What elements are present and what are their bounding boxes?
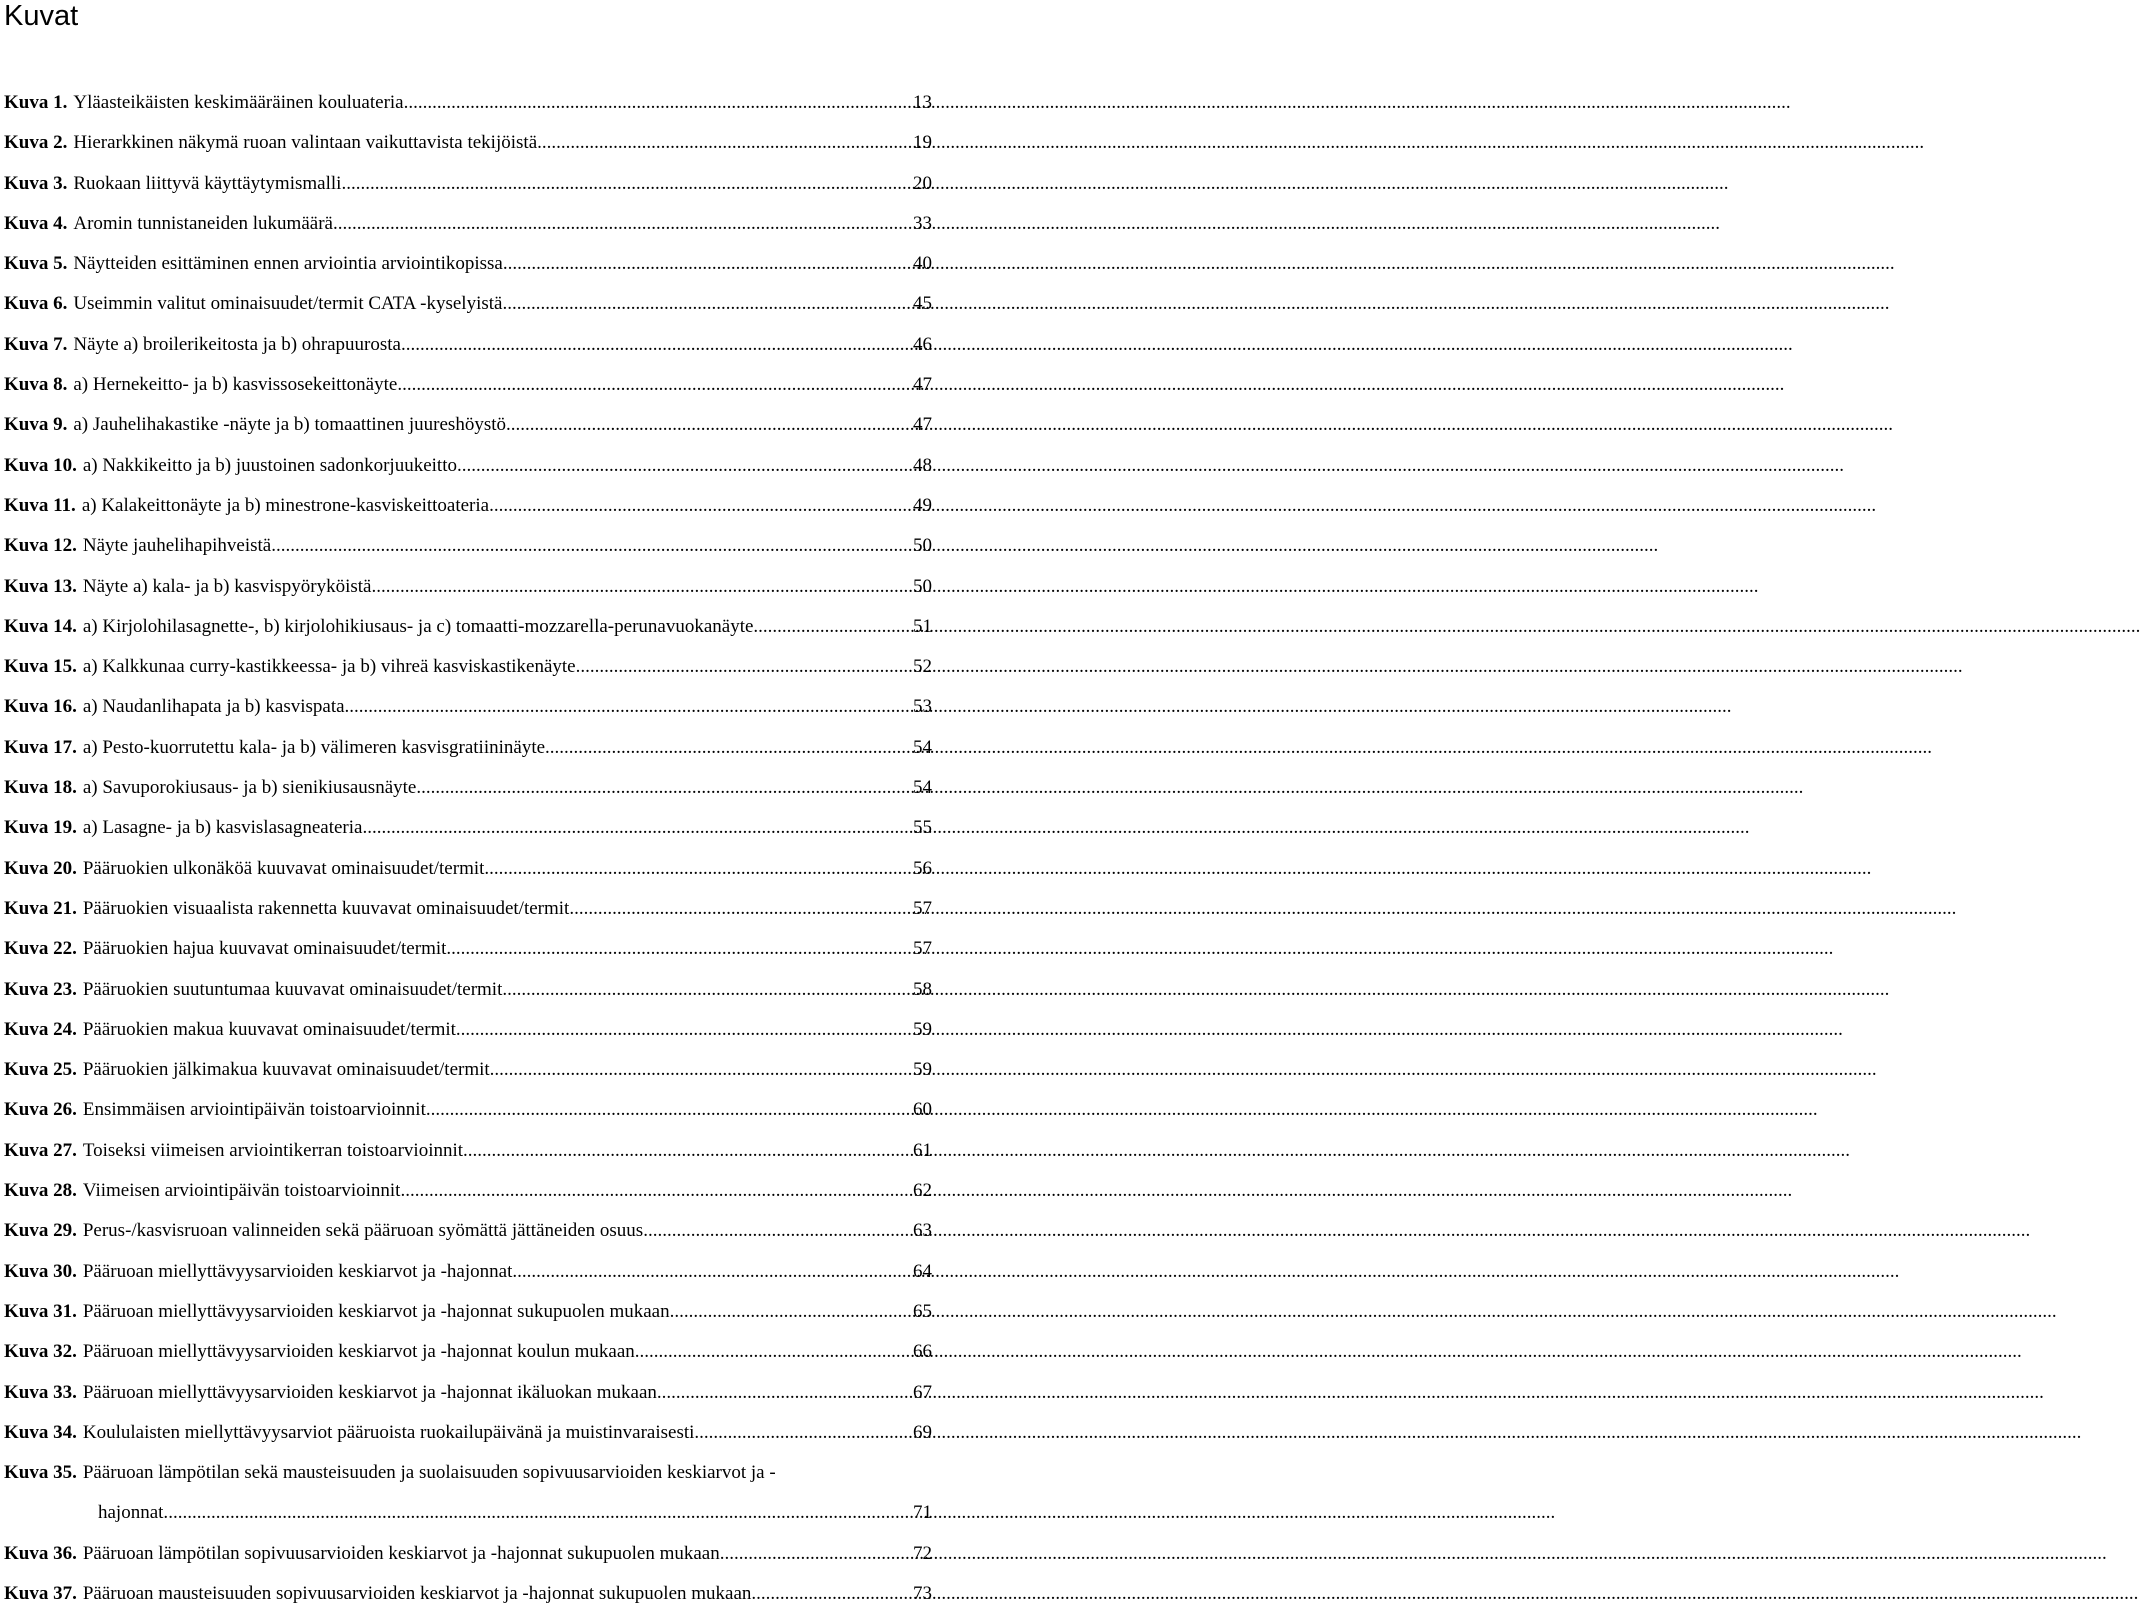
figure-entry[interactable] — [4, 92, 932, 132]
page-number: 45 — [913, 293, 932, 315]
dot-leader — [502, 293, 910, 315]
dot-leader — [720, 1543, 910, 1565]
figure-label: Kuva 23. — [4, 978, 77, 1000]
figure-label: Kuva 30. — [4, 1260, 77, 1282]
page-number: 56 — [913, 857, 932, 879]
figure-title: Pääruokien ulkonäköä kuuvavat ominaisuudet/termit — [82, 857, 485, 879]
figure-title-continued: hajonnat. — [98, 1502, 169, 1524]
figure-entry[interactable] — [4, 293, 932, 333]
figure-title: Toiseksi viimeisen arviointikerran toistoarvioinnit — [82, 1139, 464, 1161]
figure-title: Pääruokien jälkimakua kuuvavat ominaisuudet/termit — [82, 1059, 490, 1081]
page-number: 69 — [913, 1421, 932, 1443]
figure-title: Useimmin valitut ominaisuudet/termit CATA -kyselyistä — [73, 293, 503, 315]
figure-list — [4, 92, 932, 1623]
page-number: 47 — [913, 414, 932, 436]
page-number: 59 — [913, 1018, 932, 1040]
dot-leader — [404, 92, 910, 114]
figure-label: Kuva 3. — [4, 172, 68, 194]
figure-title: Hierarkkinen näkymä ruoan valintaan vaikuttavista tekijöistä — [73, 132, 538, 154]
figure-label: Kuva 2. — [4, 132, 68, 154]
dot-leader — [670, 1301, 910, 1323]
page-number: 57 — [913, 897, 932, 919]
figure-title: a) Naudanlihapata ja b) kasvispata — [82, 696, 345, 718]
figure-title: Näyte jauhelihapihveistä — [82, 535, 272, 557]
dot-leader — [545, 737, 910, 759]
dot-leader — [463, 1140, 910, 1162]
page-number: 13 — [913, 92, 932, 113]
dot-leader — [508, 253, 910, 275]
figure-title: Yläasteikäisten keskimääräinen kouluateria — [73, 92, 404, 113]
dot-leader — [751, 1583, 910, 1605]
dot-leader — [168, 1502, 910, 1524]
dot-leader — [506, 414, 910, 436]
figure-entry[interactable] — [4, 1422, 932, 1462]
figure-title: Perus-/kasvisruoan valinneiden sekä pääruoan syömättä jättäneiden osuus — [82, 1220, 644, 1242]
page-number: 47 — [913, 374, 932, 396]
figure-entry[interactable] — [4, 656, 932, 696]
dot-leader — [569, 898, 910, 920]
page-number: 59 — [913, 1059, 932, 1081]
figure-title: Pääruoan miellyttävyysarvioiden keskiarvot ja -hajonnat ikäluokan mukaan — [82, 1381, 657, 1403]
figure-label: Kuva 32. — [4, 1341, 77, 1363]
figure-label: Kuva 8. — [4, 374, 68, 396]
figure-entry[interactable] — [4, 1099, 932, 1139]
figure-entry[interactable] — [4, 1019, 932, 1059]
dot-leader — [446, 938, 910, 960]
figure-entry[interactable] — [4, 132, 932, 172]
figure-label: Kuva 10. — [4, 454, 77, 476]
figure-label: Kuva 19. — [4, 817, 77, 839]
figure-entry[interactable] — [4, 1462, 932, 1543]
page-number: 61 — [913, 1139, 932, 1161]
dot-leader — [694, 1422, 910, 1444]
dot-leader — [271, 535, 910, 557]
figure-label: Kuva 36. — [4, 1542, 77, 1564]
page-number: 53 — [913, 696, 932, 718]
figure-entry[interactable] — [4, 334, 932, 374]
figure-label: Kuva 37. — [4, 1582, 77, 1604]
figure-entry[interactable] — [4, 1220, 932, 1260]
figure-title: Koululaisten miellyttävyysarviot pääruoista ruokailupäivänä ja muistinvaraisesti — [82, 1421, 695, 1443]
figure-entry[interactable] — [4, 1543, 932, 1583]
dot-leader — [502, 979, 910, 1001]
page-number: 51 — [913, 615, 932, 637]
figure-title: Pääruoan miellyttävyysarvioiden keskiarvot ja -hajonnat koulun mukaan — [82, 1341, 635, 1363]
figure-entry[interactable] — [4, 495, 932, 535]
figure-label: Kuva 27. — [4, 1139, 77, 1161]
figure-entry[interactable] — [4, 455, 932, 495]
page-number: 66 — [913, 1341, 932, 1363]
figure-entry[interactable] — [4, 1059, 932, 1099]
figure-title: a) Nakkikeitto ja b) juustoinen sadonkorjuukeitto — [82, 454, 457, 476]
dot-leader — [333, 213, 910, 235]
figure-title: Näyte a) broilerikeitosta ja b) ohrapuurosta. — [73, 333, 406, 355]
page-number: 50 — [913, 535, 932, 557]
page-number: 19 — [913, 132, 932, 154]
figure-entry-line — [4, 1502, 932, 1542]
page-number: 65 — [913, 1300, 932, 1322]
dot-leader — [635, 1341, 910, 1363]
dot-leader — [643, 1220, 910, 1242]
figure-entry[interactable] — [4, 817, 932, 857]
figure-entry[interactable] — [4, 1382, 932, 1422]
figure-entry[interactable] — [4, 253, 932, 293]
figure-label: Kuva 35. — [4, 1462, 77, 1484]
figure-title: Pääruokien suutuntumaa kuuvavat ominaisuudet/termit — [82, 978, 503, 1000]
dot-leader — [484, 858, 910, 880]
page-number: 63 — [913, 1220, 932, 1242]
figure-title: Näyte a) kala- ja b) kasvispyöryköistä — [82, 575, 372, 597]
dot-leader — [457, 455, 910, 477]
figure-label: Kuva 31. — [4, 1300, 77, 1322]
figure-label: Kuva 34. — [4, 1421, 77, 1443]
page-number: 58 — [913, 978, 932, 1000]
figure-label: Kuva 12. — [4, 535, 77, 557]
page-number: 54 — [913, 777, 932, 799]
figure-title: Pääruoan mausteisuuden sopivuusarvioiden keskiarvot ja -hajonnat sukupuolen mukaan — [82, 1582, 752, 1604]
figure-title: Pääruoan lämpötilan sekä mausteisuuden ja suolaisuuden sopivuusarvioiden keskiarvot ja - — [82, 1462, 776, 1484]
figure-entry[interactable] — [4, 213, 932, 253]
figure-title: Näytteiden esittäminen ennen arviointia arviointikopissa. — [73, 253, 508, 275]
figure-label: Kuva 29. — [4, 1220, 77, 1242]
figure-label: Kuva 9. — [4, 414, 68, 436]
figure-entry[interactable] — [4, 1301, 932, 1341]
figure-entry[interactable] — [4, 576, 932, 616]
page-number: 71 — [913, 1502, 932, 1524]
figure-title: a) Savuporokiusaus- ja b) sienikiusausnäyte — [82, 777, 417, 799]
dot-leader — [576, 656, 910, 678]
figure-title: Pääruokien hajua kuuvavat ominaisuudet/termit — [82, 938, 447, 960]
figure-title: Pääruoan miellyttävyysarvioiden keskiarvot ja -hajonnat sukupuolen mukaan — [82, 1300, 670, 1322]
page-number: 60 — [913, 1099, 932, 1121]
figure-entry[interactable] — [4, 1180, 932, 1220]
dot-leader — [657, 1382, 910, 1404]
dot-leader — [489, 495, 910, 517]
figure-label: Kuva 20. — [4, 857, 77, 879]
figure-label: Kuva 25. — [4, 1059, 77, 1081]
page-number: 54 — [913, 736, 932, 758]
page-number: 49 — [913, 494, 932, 516]
figure-label: Kuva 11. — [4, 494, 76, 516]
figure-entry[interactable] — [4, 938, 932, 978]
page-title: Kuvat — [4, 0, 79, 32]
figure-label: Kuva 22. — [4, 938, 77, 960]
figure-label: Kuva 7. — [4, 333, 68, 355]
figure-label: Kuva 4. — [4, 212, 68, 234]
page-number: 67 — [913, 1381, 932, 1403]
page-number: 55 — [913, 817, 932, 839]
figure-entry[interactable] — [4, 1140, 932, 1180]
figure-label: Kuva 15. — [4, 656, 77, 678]
page-number: 40 — [913, 253, 932, 275]
figure-label: Kuva 16. — [4, 696, 77, 718]
page-number: 52 — [913, 656, 932, 678]
figure-label: Kuva 26. — [4, 1099, 77, 1121]
dot-leader — [537, 132, 910, 154]
page-number: 62 — [913, 1180, 932, 1202]
page-number: 73 — [913, 1582, 932, 1604]
figure-title: Aromin tunnistaneiden lukumäärä — [73, 212, 333, 234]
figure-entry-line — [4, 1462, 932, 1502]
dot-leader — [405, 1180, 910, 1202]
figure-title: a) Pesto-kuorrutettu kala- ja b) välimeren kasvisgratiininäyte — [82, 736, 546, 758]
dot-leader — [406, 334, 910, 356]
figure-title: Pääruoan lämpötilan sopivuusarvioiden keskiarvot ja -hajonnat sukupuolen mukaan — [82, 1542, 720, 1564]
figure-title: a) Kalkkunaa curry-kastikkeessa- ja b) vihreä kasviskastikenäyte — [82, 656, 576, 678]
figure-entry[interactable] — [4, 1341, 932, 1381]
figure-label: Kuva 33. — [4, 1381, 77, 1403]
page-number: 46 — [913, 333, 932, 355]
page-number: 57 — [913, 938, 932, 960]
figure-entry[interactable] — [4, 696, 932, 736]
figure-entry[interactable] — [4, 616, 932, 656]
figure-label: Kuva 17. — [4, 736, 77, 758]
figure-entry[interactable] — [4, 535, 932, 575]
dot-leader — [362, 817, 910, 839]
page-number: 33 — [913, 212, 932, 234]
figure-label: Kuva 1. — [4, 92, 68, 113]
figure-title: Pääruokien makua kuuvavat ominaisuudet/termit — [82, 1018, 456, 1040]
figure-title: Ruokaan liittyvä käyttäytymismalli — [73, 172, 342, 194]
dot-leader — [345, 696, 910, 718]
figure-entry[interactable] — [4, 858, 932, 898]
page-number: 72 — [913, 1542, 932, 1564]
figure-entry[interactable] — [4, 898, 932, 938]
dot-leader — [416, 777, 910, 799]
dot-leader — [371, 576, 910, 598]
figure-entry[interactable] — [4, 1583, 932, 1623]
figure-label: Kuva 5. — [4, 253, 68, 275]
dot-leader — [512, 1261, 910, 1283]
dot-leader — [456, 1019, 910, 1041]
figure-label: Kuva 18. — [4, 777, 77, 799]
figure-entry[interactable] — [4, 173, 932, 213]
dot-leader — [431, 1099, 910, 1121]
figure-entry[interactable] — [4, 737, 932, 777]
figure-entry[interactable] — [4, 1261, 932, 1301]
dot-leader — [753, 616, 910, 638]
figure-title: a) Kalakeittonäyte ja b) minestrone-kasviskeittoateria — [81, 494, 490, 516]
figure-title: Viimeisen arviointipäivän toistoarvioinnit. — [82, 1180, 406, 1202]
figure-label: Kuva 21. — [4, 897, 77, 919]
page-number: 50 — [913, 575, 932, 597]
figure-label: Kuva 6. — [4, 293, 68, 315]
figure-title: a) Jauhelihakastike -näyte ja b) tomaattinen juureshöystö — [73, 414, 506, 436]
figure-title: Pääruokien visuaalista rakennetta kuuvavat ominaisuudet/termit — [82, 897, 570, 919]
figure-title: a) Hernekeitto- ja b) kasvissosekeittonäyte — [73, 374, 398, 396]
dot-leader — [341, 173, 910, 195]
figure-entry[interactable] — [4, 777, 932, 817]
page-number: 20 — [913, 172, 932, 194]
figure-entry[interactable] — [4, 414, 932, 454]
figure-label: Kuva 28. — [4, 1180, 77, 1202]
figure-title: Pääruoan miellyttävyysarvioiden keskiarvot ja -hajonnat — [82, 1260, 513, 1282]
figure-title: Ensimmäisen arviointipäivän toistoarvioinnit. — [82, 1099, 431, 1121]
dot-leader — [397, 374, 910, 396]
page-number: 64 — [913, 1260, 932, 1282]
figure-label: Kuva 14. — [4, 615, 77, 637]
figure-title: a) Lasagne- ja b) kasvislasagneateria — [82, 817, 363, 839]
figure-entry[interactable] — [4, 979, 932, 1019]
page-number: 48 — [913, 454, 932, 476]
dot-leader — [490, 1059, 910, 1081]
figure-label: Kuva 13. — [4, 575, 77, 597]
figure-label: Kuva 24. — [4, 1018, 77, 1040]
figure-title: a) Kirjolohilasagnette-, b) kirjolohikiusaus- ja c) tomaatti-mozzarella-perunavuokanäyte — [82, 615, 754, 637]
figure-entry[interactable] — [4, 374, 932, 414]
